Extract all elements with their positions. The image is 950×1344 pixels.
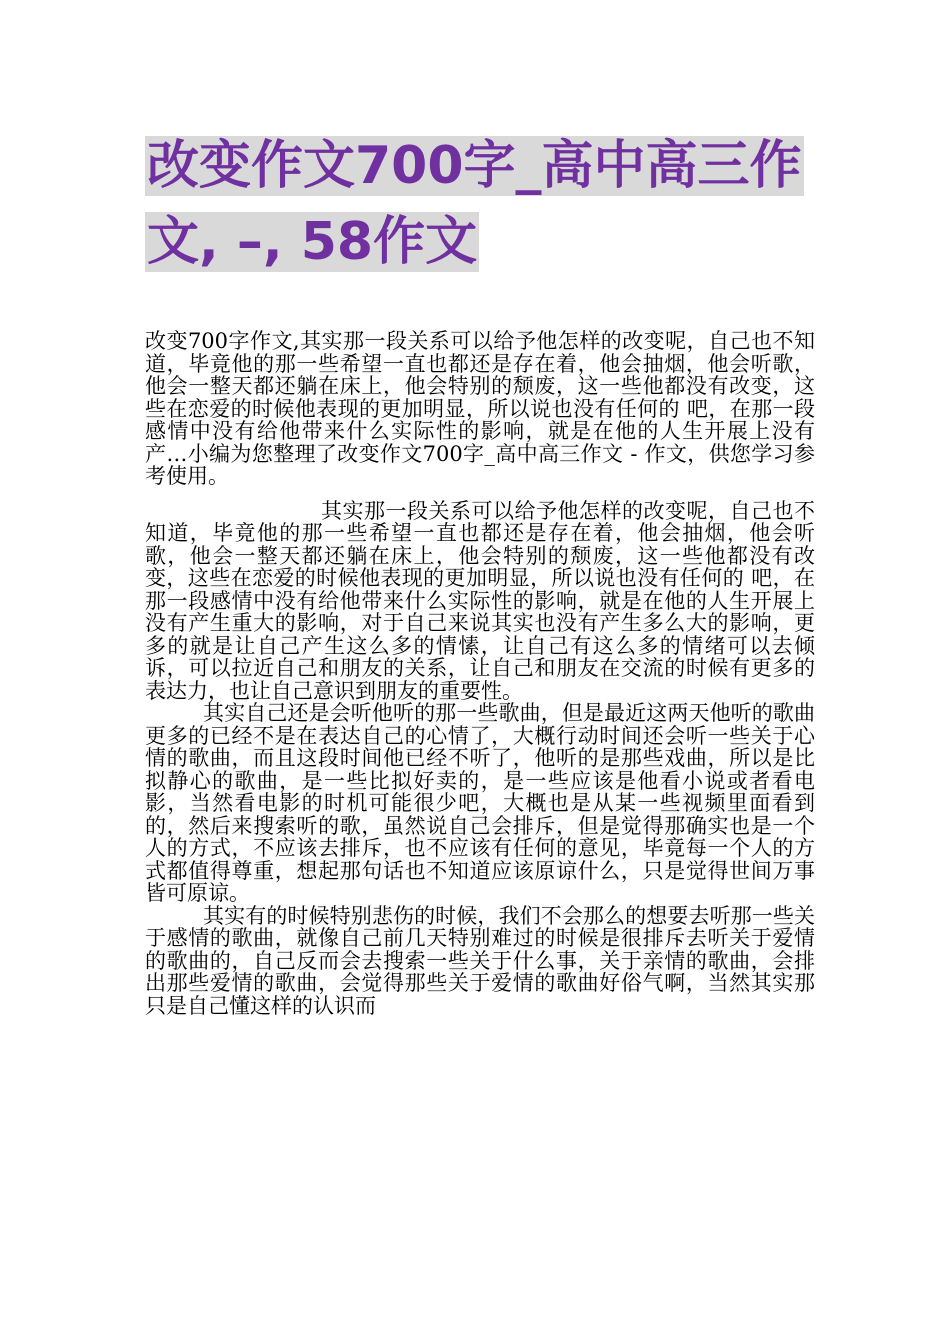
body-paragraph-1: 其实那一段关系可以给予他怎样的改变呢，自己也不知道，毕竟他的那一些希望一直也都还是存在着，他会抽烟，他会听歌，他会一整天都还躺在床上，他会特别的颓废，这一些他都没有改变，这些在恋爱的时候他表现的更加明显，所以说也没有任何的 吧，在那一段感情中没有给他带来什么实际性的影响，就是在他的人生开展上没有产生重大的影响，对于自己来说其实也没有产生多么大的影响，更多的就是让自己产生这么多的情愫，让自己有这么多的情绪可以去倾诉，可以拉近自己和朋友的关系，让自己和朋友在交流的时候有更多的表达力，也让自己意识到朋友的重要性。 bbox=[145, 498, 815, 703]
body-paragraph-3: 其实有的时候特别悲伤的时候，我们不会那么的想要去听那一些关于感情的歌曲，就像自己前几天特别难过的时候是很排斥去听关于爱情的歌曲的，自己反而会去搜索一些关于什么事，关于亲情的歌曲，会排出那些爱情的歌曲，会觉得那些关于爱情的歌曲好俗气啊，当然其实那只是自己懂这样的认识而 bbox=[145, 903, 815, 1018]
document-body bbox=[145, 330, 815, 1017]
summary-paragraph: 改变700字作文,其实那一段关系可以给予他怎样的改变呢，自己也不知道，毕竟他的那一些希望一直也都还是存在着，他会抽烟，他会听歌，他会一整天都还躺在床上，他会特别的颓废，这一些他都没有改变，这些在恋爱的时候他表现的更加明显，所以说也没有任何的 吧，在那一段感情中没有给他带来什么实际性的影响，就是在他的人生开展上没有产…小编为您整理了改变作文700字_高中高三作文 - 作文，供您学习参考使用。 bbox=[145, 329, 815, 488]
page-title-text: 改变作文700字_高中高三作文, –, 58作文 bbox=[147, 136, 802, 272]
page-title bbox=[145, 128, 815, 280]
body-paragraph-2: 其实自己还是会听他听的那一些歌曲，但是最近这两天他听的歌曲更多的已经不是在表达自己的心情了，大概行动时间还会听一些关于心情的歌曲，而且这段时间他已经不听了，他听的是那些戏曲，所以是比拟静心的歌曲，是一些比拟好卖的，是一些应该是他看小说或者看电影，当然看电影的时机可能很少吧，大概也是从某一些视频里面看到的，然后来搜索听的歌，虽然说自己会排斥，但是觉得那确实也是一个人的方式，不应该去排斥，也不应该有任何的意见，毕竟每一个人的方式都值得尊重，想起那句话也不知道应该原谅什么，只是觉得世间万事皆可原谅。 bbox=[145, 701, 815, 905]
